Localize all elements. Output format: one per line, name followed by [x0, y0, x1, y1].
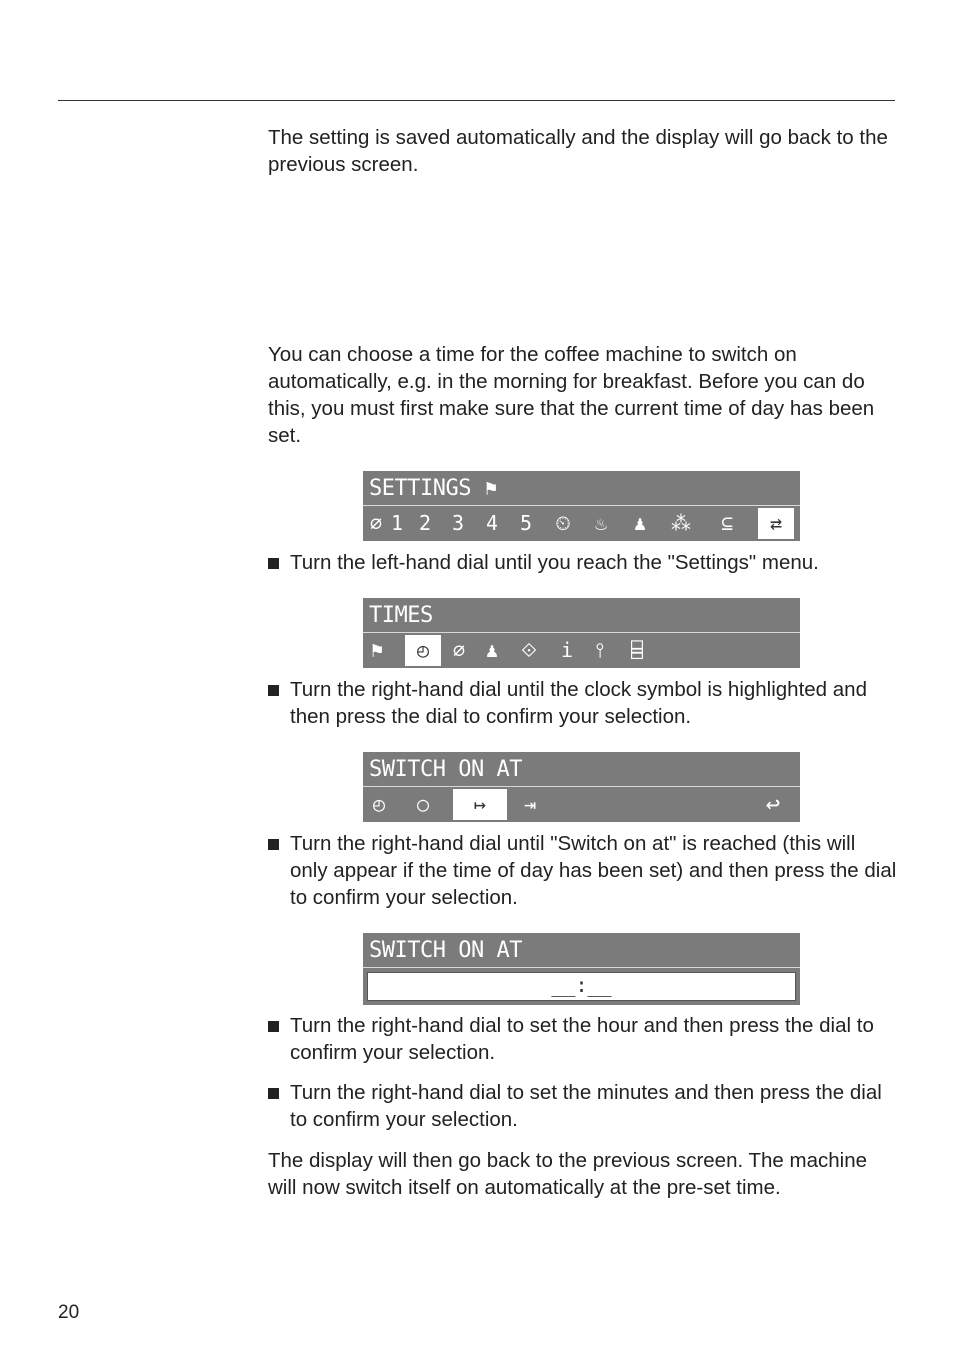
profile-2-icon: 2	[418, 511, 432, 535]
switch-on-entry-title: SWITCH ON AT	[369, 938, 522, 963]
settings-icon-row	[363, 506, 800, 541]
flag-icon: ⚑	[370, 638, 384, 662]
profile-3-icon: 3	[451, 511, 465, 535]
switch-on-menu-header	[363, 752, 800, 787]
bullet-square-icon	[268, 839, 279, 850]
service-icon: ⫯	[595, 638, 605, 662]
back-icon: ↩	[765, 790, 781, 818]
times-display-title: TIMES	[369, 603, 433, 628]
bullet-square-icon	[268, 1021, 279, 1032]
switch-on-icon-row	[363, 787, 800, 822]
profile-1-icon: 1	[390, 511, 404, 535]
switch-on-entry-display	[363, 933, 800, 1005]
switch-off-icon: ⇥	[523, 792, 537, 816]
settings-display-header	[363, 471, 800, 506]
step-4-text: Turn the right-hand dial to set the hour and then press the dial to confirm your selection.	[290, 1014, 874, 1064]
time-entry-value: __:__	[551, 973, 612, 997]
times-display-header	[363, 598, 800, 633]
profile-4-icon: 4	[485, 511, 499, 535]
water-hardness-icon: ⁂	[671, 511, 691, 535]
circle-icon: ○	[416, 792, 430, 816]
intro-paragraph: The setting is saved automatically and the display will go back to the previous screen.	[268, 126, 888, 176]
step-5-text: Turn the right-hand dial to set the minutes and then press the dial to confirm your selection.	[290, 1081, 882, 1131]
bullet-square-icon	[268, 1088, 279, 1099]
person-icon: ♟	[633, 511, 647, 535]
settings-icon: ⇄	[758, 508, 794, 539]
clock-icon: ◴	[372, 792, 386, 816]
bullet-square-icon	[268, 685, 279, 696]
step-2	[268, 676, 898, 730]
page-number: 20	[58, 1302, 80, 1323]
bullet-square-icon	[268, 558, 279, 569]
step-5	[268, 1079, 898, 1133]
step-1-text: Turn the left-hand dial until you reach the "Settings" menu.	[290, 551, 819, 574]
cup-icon: ♨	[594, 511, 608, 535]
times-icon-row	[363, 633, 800, 668]
step-3	[268, 830, 898, 911]
step-4	[268, 1012, 898, 1066]
no-icon: ∅	[369, 511, 383, 535]
closing-paragraph: The display will then go back to the previous screen. The machine will now switch itself on automatically at the pre-set time.	[268, 1149, 868, 1199]
step-2-text: Turn the right-hand dial until the clock symbol is highlighted and then press the dial to confirm your selection.	[290, 678, 867, 728]
no-icon: ∅	[452, 638, 466, 662]
energy-icon: ⟐	[521, 638, 537, 662]
switch-on-entry-header	[363, 933, 800, 968]
switch-on-menu-title: SWITCH ON AT	[369, 757, 522, 782]
times-display	[363, 598, 800, 668]
profile-5-icon: 5	[519, 511, 533, 535]
time-entry-row	[363, 968, 800, 1005]
timer-icon: ⏲	[555, 511, 571, 535]
settings-display-title: SETTINGS	[369, 476, 471, 501]
person-icon: ♟	[485, 638, 499, 662]
factory-icon: ⌸	[630, 638, 644, 662]
switch-on-menu-display	[363, 752, 800, 822]
step-1	[268, 549, 898, 576]
descale-icon: ⊆	[720, 511, 734, 535]
switch-on-icon: ↦	[453, 789, 507, 820]
clock-icon: ◴	[405, 635, 441, 666]
time-entry-field	[367, 972, 796, 1001]
flag-icon: ⚑	[484, 476, 497, 500]
settings-display	[363, 471, 800, 541]
top-rule	[58, 100, 895, 101]
info-icon: i	[560, 638, 574, 662]
step-3-text: Turn the right-hand dial until "Switch on at" is reached (this will only appear if the time of day has been set) and then press the dial to confirm your selection.	[290, 832, 897, 909]
explanation-paragraph: You can choose a time for the coffee machine to switch on automatically, e.g. in the morning for breakfast. Before you can do this, you must first make sure that the current time of day has been set.	[268, 343, 875, 447]
